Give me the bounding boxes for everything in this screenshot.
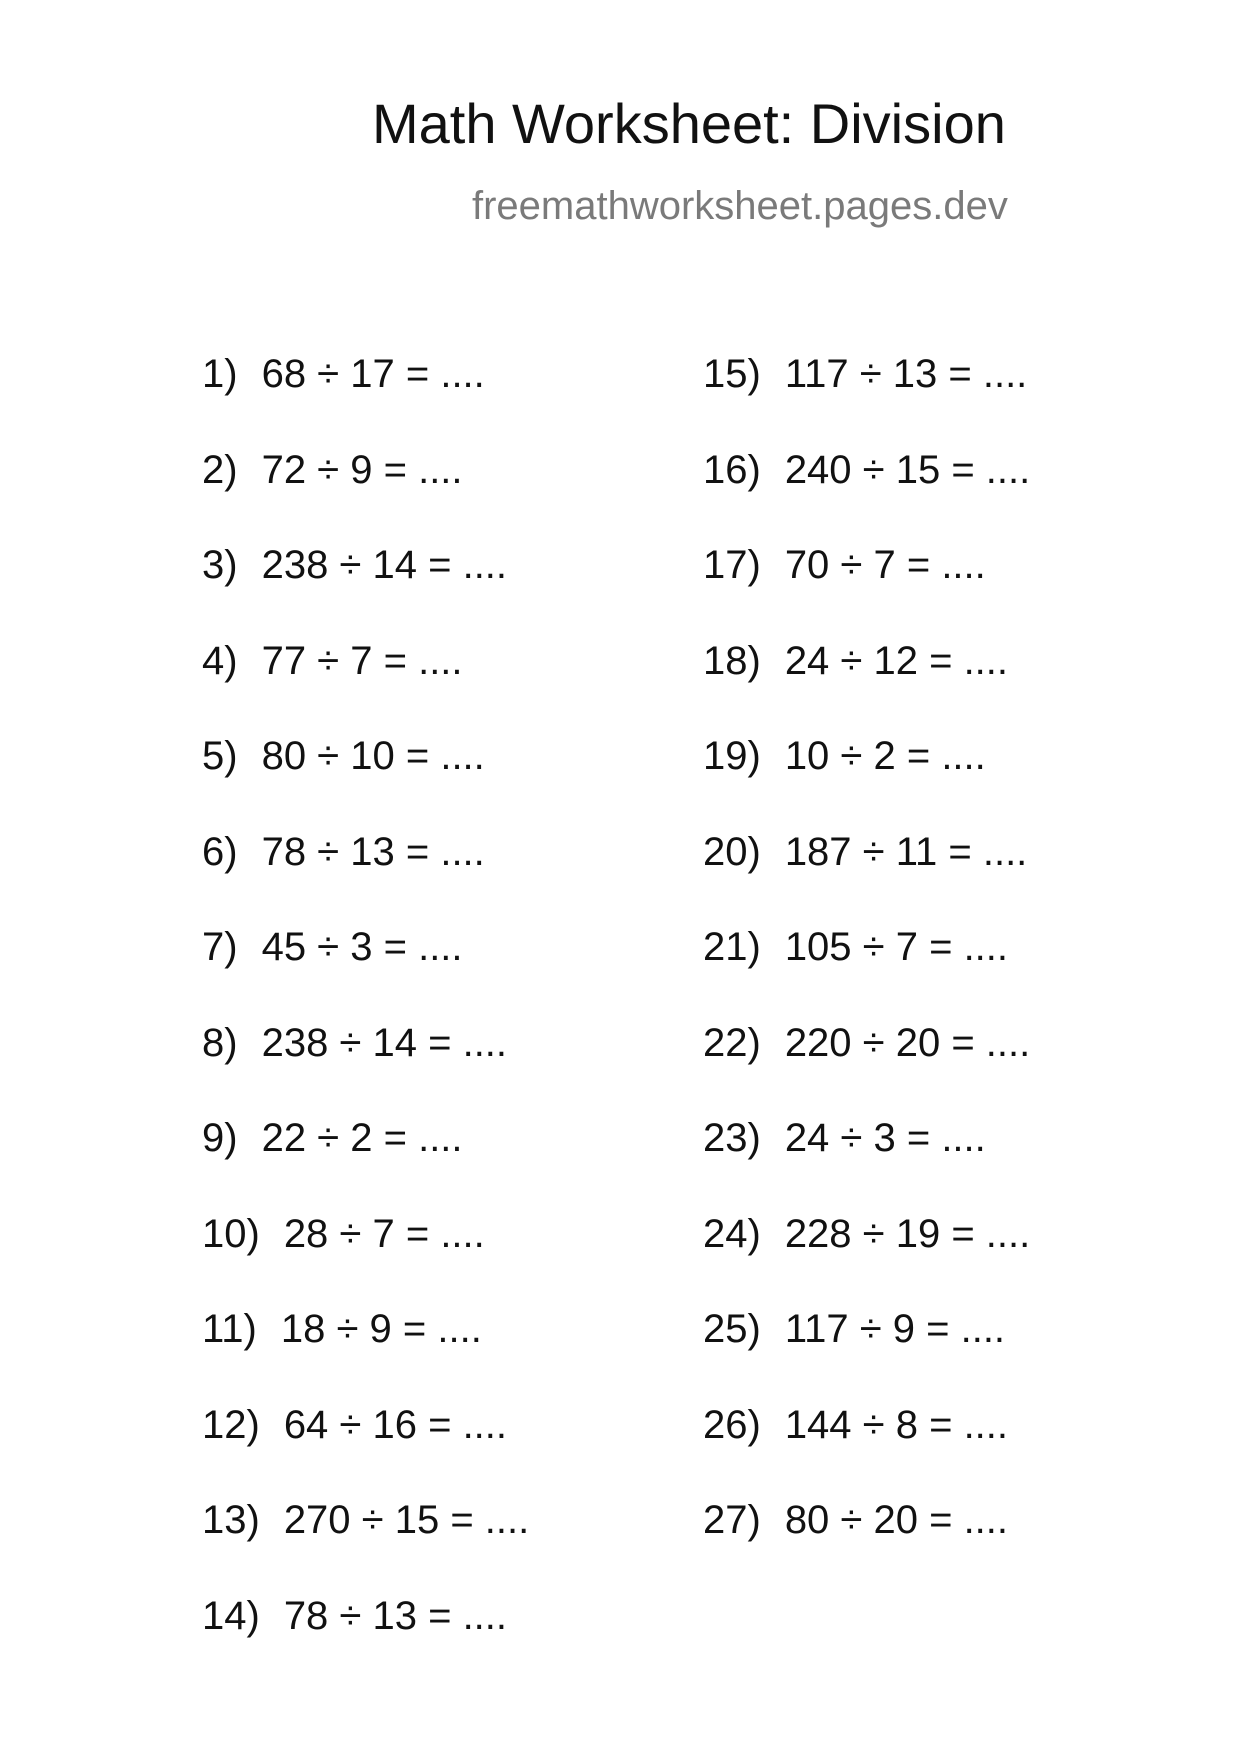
problem-expression: 220 ÷ 20 = .... — [784, 1020, 1031, 1065]
problem-expression: 144 ÷ 8 = .... — [784, 1402, 1009, 1447]
problem-expression: 80 ÷ 20 = .... — [784, 1498, 1009, 1542]
problem-number: 14) — [202, 1593, 260, 1638]
problem-number: 23) — [703, 1116, 761, 1160]
problem-number: 10) — [202, 1211, 260, 1256]
problem-expression: 45 ÷ 3 = .... — [261, 925, 463, 969]
problem-expression: 78 ÷ 13 = .... — [283, 1593, 508, 1638]
problem-item — [202, 1020, 529, 1119]
problem-number: 12) — [202, 1402, 260, 1447]
problem-number: 21) — [703, 925, 761, 969]
site-url: freemathworksheet.pages.dev — [472, 184, 1008, 228]
problem-item — [703, 447, 1031, 546]
problem-expression: 72 ÷ 9 = .... — [261, 447, 463, 492]
problem-expression: 28 ÷ 7 = .... — [283, 1211, 485, 1256]
problem-item — [703, 736, 1030, 832]
problem-item — [703, 1309, 1030, 1405]
problem-number: 11) — [202, 1307, 257, 1351]
problem-expression: 238 ÷ 14 = .... — [261, 1020, 508, 1065]
problem-expression: 77 ÷ 7 = .... — [261, 638, 463, 683]
problem-expression: 238 ÷ 14 = .... — [261, 543, 508, 587]
problem-number: 22) — [703, 1020, 761, 1065]
problem-item — [703, 1402, 1030, 1501]
problem-expression: 70 ÷ 7 = .... — [784, 543, 986, 587]
problem-expression: 78 ÷ 13 = .... — [261, 829, 485, 874]
problem-expression: 117 ÷ 13 = .... — [784, 352, 1028, 396]
problem-number: 15) — [703, 352, 761, 396]
problem-number: 17) — [703, 543, 761, 587]
problem-number: 9) — [202, 1116, 238, 1160]
problem-number: 6) — [202, 829, 238, 874]
problem-expression: 22 ÷ 2 = .... — [261, 1116, 463, 1160]
problem-number: 16) — [703, 447, 761, 492]
problem-item — [202, 638, 529, 737]
problem-expression: 228 ÷ 19 = .... — [784, 1211, 1031, 1256]
page-title: Math Worksheet: Division — [372, 92, 1006, 155]
problem-item — [703, 1211, 1031, 1310]
problem-item — [703, 1500, 1030, 1596]
problem-number: 25) — [703, 1307, 761, 1351]
problem-expression: 24 ÷ 12 = .... — [784, 638, 1009, 683]
problem-expression: 10 ÷ 2 = .... — [784, 734, 986, 778]
problem-number: 24) — [703, 1211, 761, 1256]
problem-expression: 187 ÷ 11 = .... — [784, 829, 1028, 874]
problem-column-right — [703, 354, 1030, 1596]
problem-item — [703, 1118, 1030, 1214]
problem-number: 13) — [202, 1498, 260, 1542]
problem-expression: 64 ÷ 16 = .... — [283, 1402, 508, 1447]
problem-item — [202, 545, 529, 641]
problem-expression: 68 ÷ 17 = .... — [261, 352, 485, 396]
problem-expression: 105 ÷ 7 = .... — [784, 925, 1009, 969]
problem-expression: 240 ÷ 15 = .... — [784, 447, 1031, 492]
problem-expression: 18 ÷ 9 = .... — [280, 1307, 482, 1351]
problem-number: 4) — [202, 638, 238, 683]
problem-item — [703, 638, 1030, 737]
problem-number: 7) — [202, 925, 238, 969]
problem-item — [703, 354, 1030, 450]
problem-number: 27) — [703, 1498, 761, 1542]
problem-item — [703, 545, 1030, 641]
problem-expression: 80 ÷ 10 = .... — [261, 734, 485, 778]
problem-item — [202, 1593, 529, 1692]
problem-item — [202, 1500, 529, 1596]
problem-item — [202, 927, 529, 1023]
problem-number: 1) — [202, 352, 238, 396]
problem-expression: 270 ÷ 15 = .... — [283, 1498, 530, 1542]
problem-number: 8) — [202, 1020, 238, 1065]
problem-item — [202, 1402, 529, 1501]
problem-expression: 117 ÷ 9 = .... — [784, 1307, 1006, 1351]
problem-item — [202, 1309, 529, 1405]
problem-number: 18) — [703, 638, 761, 683]
problem-expression: 24 ÷ 3 = .... — [784, 1116, 986, 1160]
problem-item — [202, 447, 529, 546]
problem-item — [703, 829, 1030, 928]
problem-column-left — [202, 354, 529, 1691]
problem-item — [703, 1020, 1031, 1119]
problem-item — [202, 1211, 529, 1310]
problem-item — [703, 927, 1030, 1023]
problem-item — [202, 1118, 529, 1214]
problem-item — [202, 354, 529, 450]
problem-number: 3) — [202, 543, 238, 587]
problem-number: 20) — [703, 829, 761, 874]
problem-number: 5) — [202, 734, 238, 778]
problem-number: 2) — [202, 447, 238, 492]
problem-item — [202, 736, 529, 832]
problem-item — [202, 829, 529, 928]
problem-number: 26) — [703, 1402, 761, 1447]
problem-number: 19) — [703, 734, 761, 778]
